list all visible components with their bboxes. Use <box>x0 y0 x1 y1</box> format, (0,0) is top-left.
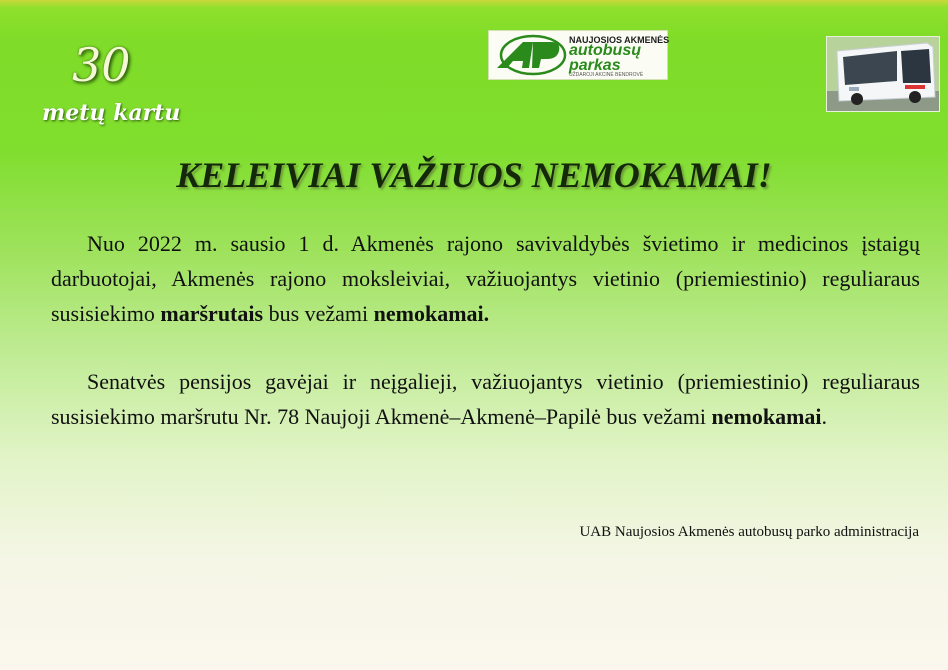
company-logo <box>488 30 668 80</box>
logo-line2: autobusų <box>569 42 641 59</box>
logo-line1: NAUJOSIOS AKMENĖS <box>569 35 670 45</box>
logo-line4: UŽDAROJI AKCINĖ BENDROVĖ <box>569 72 644 78</box>
paragraph-2-bold: nemokamai <box>711 404 822 429</box>
paragraph-1-emph: maršrutais <box>160 301 264 326</box>
headline: KELEIVIAI VAŽIUOS NEMOKAMAI! <box>176 155 772 195</box>
paragraph-2 <box>51 364 920 434</box>
bus-icon <box>827 37 939 111</box>
anniversary-number: 30 <box>72 38 131 92</box>
logo-line3: parkas <box>569 57 621 74</box>
paragraph-1-mid: bus vežami <box>263 301 374 326</box>
paragraph-1 <box>51 226 920 331</box>
ap-logo-icon <box>493 34 567 76</box>
signature: UAB Naujosios Akmenės autobusų parko administracija <box>579 524 919 540</box>
paragraph-1-bold: nemokamai. <box>373 301 490 326</box>
paragraph-2-end: . <box>821 404 828 429</box>
paragraph-2-text: Senatvės pensijos gavėjai ir neįgalieji, važiuojantys vietinio (priemiestinio) reguliaraus susisiekimo maršrutu Nr. 78 Naujoji Akmenė–Akmenė–Papilė bus vežami <box>51 369 920 429</box>
paragraph-1-text: Nuo 2022 m. sausio 1 d. Akmenės rajono savivaldybės švietimo ir medicinos įstaigų darbuotojai, Akmenės rajono moksleiviai, važiuojantys vietinio (priemiestinio) reguliaraus susisiekimo <box>51 231 920 326</box>
anniversary-subtitle: metų kartu <box>42 100 181 126</box>
bus-photo <box>826 36 940 112</box>
